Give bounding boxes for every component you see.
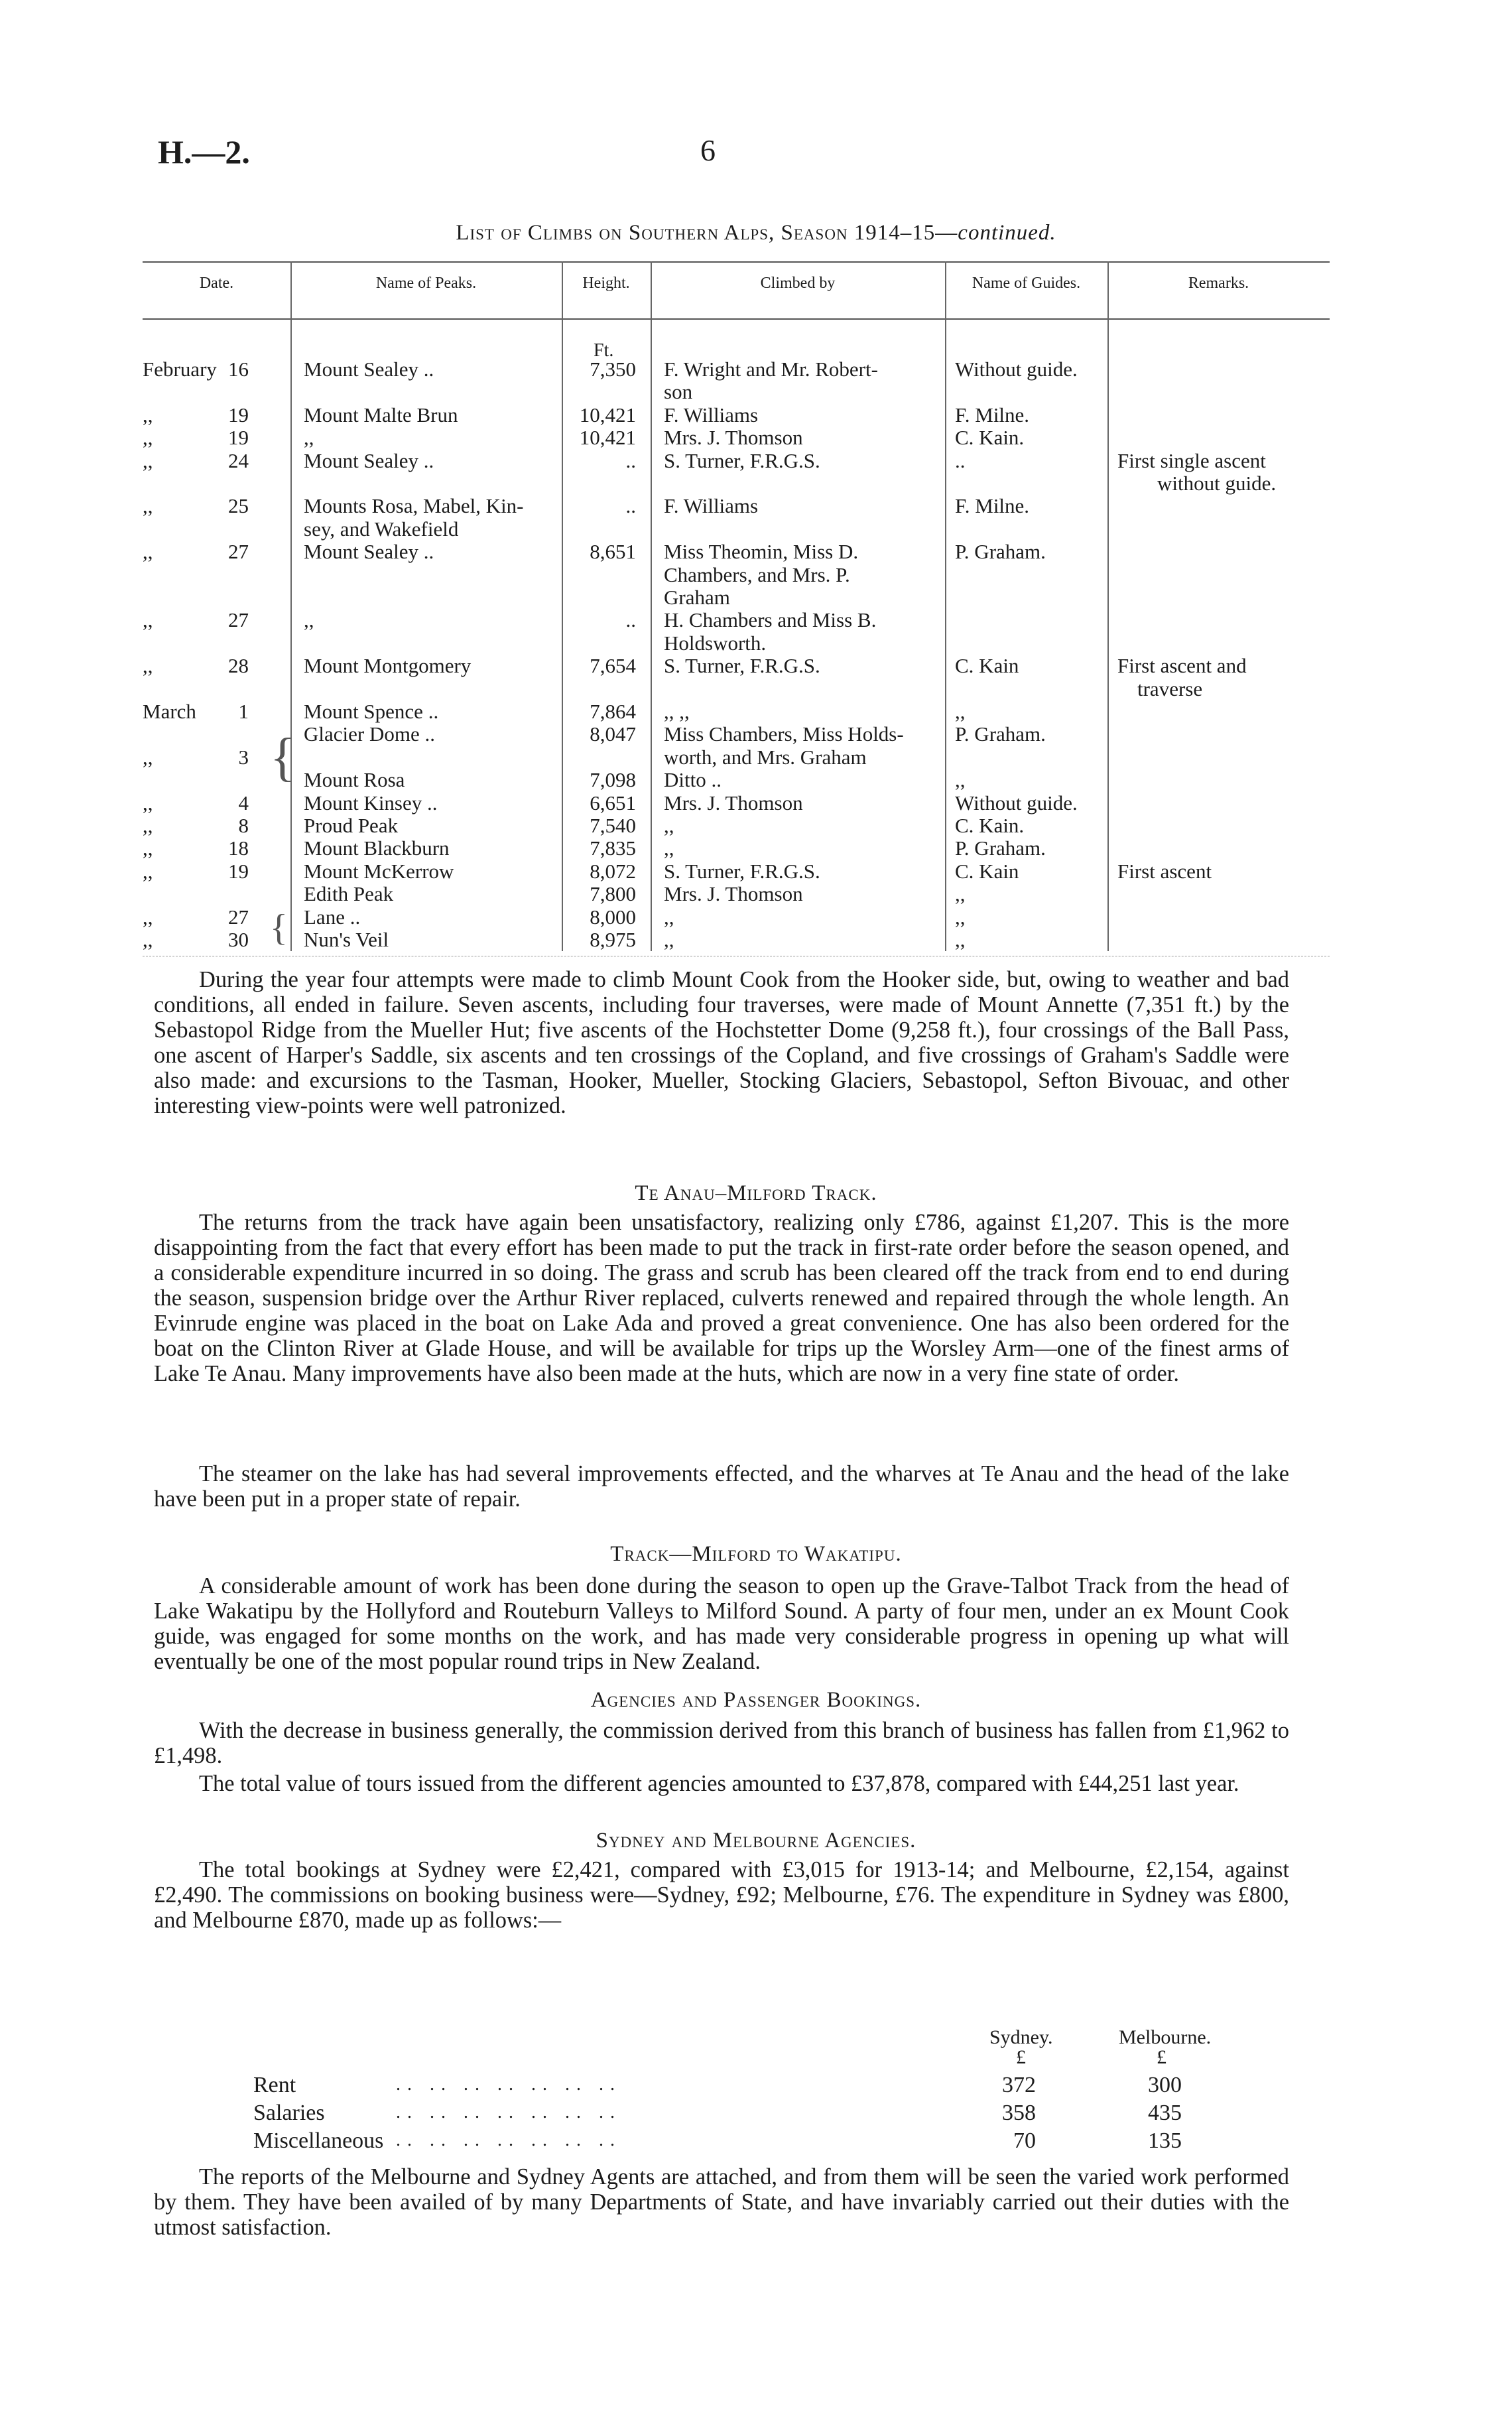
row-peak: Mount Sealey .. [304, 358, 434, 381]
exp-item-label: Miscellaneous [253, 2128, 384, 2153]
exp-item-label: Rent [253, 2073, 296, 2097]
row-guide: ,, [955, 905, 966, 929]
row-guide: ,, [955, 928, 966, 951]
exp-value-melbourne: 300 [1148, 2073, 1182, 2097]
row-day: 25 [228, 494, 249, 518]
row-height: 7,540 [590, 814, 636, 837]
row-peak: Mount Sealey .. [304, 448, 434, 472]
row-day: 28 [228, 654, 249, 678]
table-row [143, 883, 1330, 905]
row-guide: P. Graham. [955, 836, 1046, 860]
row-remarks: First ascent and [1117, 654, 1247, 678]
row-climbed-by: Mrs. J. Thomson [664, 791, 803, 815]
row-day: 18 [228, 836, 249, 860]
row-height: 8,651 [590, 540, 636, 564]
row-guide: Without guide. [955, 791, 1078, 815]
row-peak: Mount Malte Brun [304, 403, 458, 426]
row-climbed-by: Mrs. J. Thomson [664, 882, 803, 906]
exp-col-sydney: Sydney. [989, 2026, 1053, 2048]
row-day: 4 [238, 791, 249, 815]
table-row [143, 472, 1330, 495]
row-month: March [143, 700, 196, 723]
table-caption [0, 221, 1512, 245]
row-peak: Nun's Veil [304, 928, 389, 951]
exp-value-melbourne: 435 [1148, 2101, 1182, 2125]
table-row [143, 541, 1330, 563]
table-row [143, 632, 1330, 655]
row-height: 10,421 [579, 426, 636, 450]
row-climbed-by: H. Chambers and Miss B. [664, 608, 877, 632]
expenditure-table [154, 2026, 1289, 2152]
col-header-remarks: Remarks. [1188, 275, 1249, 292]
heading-sydney-melbourne: Sydney and Melbourne Agencies. [596, 1829, 916, 1853]
exp-value-sydney: 372 [1002, 2073, 1036, 2097]
paragraph-bookings: The total bookings at Sydney were £2,421, compared with £3,015 for 1913-14; and Melbourne, £2,154, against £2,490. The commissions on booking business were—Sydney, £92; Melbourne, £76. The expenditure in Sydney was £800, and Melbourne £870, made up as follows:— [154, 1857, 1289, 1933]
dot-leader: .. .. .. .. .. .. .. [396, 2102, 621, 2122]
table-row [143, 586, 1330, 609]
row-height: 7,654 [590, 654, 636, 678]
row-guide: C. Kain [955, 654, 1019, 678]
row-height: .. [625, 448, 636, 472]
row-month: ,, [143, 403, 153, 426]
exp-value-sydney: 70 [1013, 2128, 1036, 2153]
row-climbed-by: Ditto .. [664, 768, 722, 792]
col-header-peak: Name of Peaks. [375, 275, 477, 292]
table-row [143, 655, 1330, 677]
row-climbed-by: worth, and Mrs. Graham [664, 745, 867, 769]
row-peak: Mount Rosa [304, 768, 405, 792]
table-row [143, 815, 1330, 837]
col-header-date: Date. [199, 275, 234, 292]
table-row [143, 723, 1330, 746]
row-peak: Mounts Rosa, Mabel, Kin- [304, 494, 524, 518]
row-peak: Glacier Dome .. [304, 722, 435, 746]
row-climbed-by: ,, ,, [664, 700, 690, 723]
row-guide: F. Milne. [955, 494, 1030, 518]
table-row [143, 426, 1330, 449]
paragraph-mount-cook: During the year four attempts were made to climb Mount Cook from the Hooker side, but, owing to weather and bad conditions, all ended in failure. Seven ascents, including four traverses, were made of Mount Annette (7,351 ft.) by the Sebastopol Ridge from the Mueller Hut; five ascents of the Hochstetter Dome (9,258 ft.), four crossings of the Ball Pass, one ascent of Harper's Saddle, six ascents and ten crossings of the Copland, and five crossings of Graham's Saddle were also made: and excursions to the Tasman, Hooker, Mueller, Stocking Glaciers, Sebastopol, Sefton Bivouac, and other interesting view-points were well patronized. [154, 967, 1289, 1118]
table-top-rule [143, 261, 1330, 263]
row-climbed-by: ,, [664, 814, 674, 837]
paragraph-tours-value: The total value of tours issued from the different agencies amounted to £37,878, compared with £44,251 last year. [199, 1771, 1239, 1796]
page-number: 6 [700, 133, 716, 167]
row-height: .. [625, 608, 636, 632]
row-peak: sey, and Wakefield [304, 517, 459, 541]
row-height: 6,651 [590, 791, 636, 815]
row-month: ,, [143, 859, 153, 883]
row-guide: C. Kain. [955, 426, 1025, 450]
table-row [143, 518, 1330, 541]
col-header-height: Height. [582, 275, 630, 292]
row-climbed-by: S. Turner, F.R.G.S. [664, 448, 820, 472]
row-peak: ,, [304, 608, 314, 632]
row-height: 7,835 [590, 836, 636, 860]
row-month: ,, [143, 426, 153, 450]
row-climbed-by: ,, [664, 928, 674, 951]
exp-col-melbourne: Melbourne. [1119, 2026, 1212, 2048]
row-day: 24 [228, 448, 249, 472]
row-peak: Mount Kinsey .. [304, 791, 438, 815]
row-climbed-by: F. Williams [664, 403, 759, 426]
row-day: 8 [238, 814, 249, 837]
row-month: ,, [143, 494, 153, 518]
row-height: 8,047 [590, 722, 636, 746]
row-height: 8,000 [590, 905, 636, 929]
row-climbed-by: Graham [664, 586, 730, 609]
row-month: ,, [143, 654, 153, 678]
row-day: 1 [238, 700, 249, 723]
row-climbed-by: Mrs. J. Thomson [664, 426, 803, 450]
paragraph-grave-talbot: A considerable amount of work has been done during the season to open up the Grave-Talbot Track from the head of Lake Wakatipu by the Hollyford and Routeburn Valleys to Milford Sound. A party of four men, under an ex Mount Cook guide, was engaged for some months on the work, and has made very considerable progress in opening up what will eventually be one of the most popular round trips in New Zealand. [154, 1573, 1289, 1674]
row-height: .. [625, 494, 636, 518]
table-row [143, 609, 1330, 631]
paragraph-commission: With the decrease in business generally, the commission derived from this branch of business has fallen from £1,962 to £1,498. [154, 1718, 1289, 1768]
climbs-table [143, 261, 1330, 958]
row-peak: Mount Blackburn [304, 836, 450, 860]
table-row [143, 746, 1330, 769]
row-climbed-by: F. Williams [664, 494, 759, 518]
row-guide: P. Graham. [955, 722, 1046, 746]
table-row [143, 769, 1330, 791]
row-peak: Mount Montgomery [304, 654, 472, 678]
row-month: ,, [143, 745, 153, 769]
row-height: 10,421 [579, 403, 636, 426]
heading-agencies: Agencies and Passenger Bookings. [590, 1688, 922, 1712]
row-guide: F. Milne. [955, 403, 1030, 426]
row-guide: P. Graham. [955, 540, 1046, 564]
row-month: ,, [143, 540, 153, 564]
row-month: ,, [143, 814, 153, 837]
exp-unit-melbourne: £ [1157, 2046, 1166, 2068]
heading-milford-wakatipu: Track—Milford to Wakatipu. [610, 1542, 902, 1566]
row-peak: Mount McKerrow [304, 859, 454, 883]
table-row [143, 700, 1330, 723]
row-climbed-by: Miss Theomin, Miss D. [664, 540, 859, 564]
row-guide: Without guide. [955, 358, 1078, 381]
row-peak: Edith Peak [304, 882, 394, 906]
row-month: February [143, 358, 217, 381]
row-day: 27 [228, 540, 249, 564]
dot-leader: .. .. .. .. .. .. .. [396, 2130, 621, 2150]
table-row [143, 564, 1330, 586]
table-row [143, 495, 1330, 517]
col-header-guides: Name of Guides. [972, 275, 1081, 292]
row-climbed-by: son [664, 380, 693, 404]
row-remarks: First ascent [1117, 859, 1212, 883]
row-day: 19 [228, 426, 249, 450]
table-row [143, 678, 1330, 700]
row-climbed-by: F. Wright and Mr. Robert- [664, 358, 878, 381]
row-peak: Lane .. [304, 905, 361, 929]
table-row [143, 450, 1330, 472]
row-month: ,, [143, 448, 153, 472]
table-row [143, 906, 1330, 929]
row-climbed-by: ,, [664, 836, 674, 860]
row-day: 19 [228, 859, 249, 883]
row-peak: Mount Spence .. [304, 700, 439, 723]
table-row [143, 358, 1330, 381]
col-header-climbed-by: Climbed by [760, 275, 836, 292]
row-day: 3 [238, 745, 249, 769]
paragraph-track-returns: The returns from the track have again been unsatisfactory, realizing only £786, against £1,207. This is the more disappointing from the fact that every effort has been made to put the track in first-rate order before the season opened, and a considerable expenditure incurred in so doing. The grass and scrub has been cleared off the track from end to end during the season, suspension bridge over the Arthur River replaced, culverts renewed and repaired through the whole length. An Evinrude engine was placed in the boat on Lake Ada and proved a great convenience. One has also been ordered for the boat on the Clinton River at Glade House, and will be available for trips up the Worsley Arm—one of the finest arms of Lake Te Anau. Many improvements have also been made at the huts, which are now in a very fine state of order. [154, 1210, 1289, 1386]
row-guide: ,, [955, 700, 966, 723]
table-row [143, 404, 1330, 426]
row-month: ,, [143, 836, 153, 860]
row-remarks: traverse [1137, 677, 1203, 700]
exp-value-sydney: 358 [1002, 2101, 1036, 2125]
heading-te-anau-milford: Te Anau–Milford Track. [635, 1181, 877, 1205]
table-row [143, 381, 1330, 403]
dot-leader: .. .. .. .. .. .. .. [396, 2074, 621, 2095]
exp-item-label: Salaries [253, 2101, 325, 2125]
row-climbed-by: Chambers, and Mrs. P. [664, 562, 850, 586]
table-header-rule [143, 318, 1330, 320]
row-day: 27 [228, 608, 249, 632]
row-climbed-by: Miss Chambers, Miss Holds- [664, 722, 904, 746]
row-guide: C. Kain. [955, 814, 1025, 837]
row-height: 8,975 [590, 928, 636, 951]
row-peak: ,, [304, 426, 314, 450]
row-day: 19 [228, 403, 249, 426]
row-day: 16 [228, 358, 249, 381]
row-height: 7,098 [590, 768, 636, 792]
row-guide: ,, [955, 882, 966, 906]
row-climbed-by: ,, [664, 905, 674, 929]
table-row [143, 860, 1330, 883]
row-day: 27 [228, 905, 249, 929]
row-climbed-by: S. Turner, F.R.G.S. [664, 859, 820, 883]
row-guide: C. Kain [955, 859, 1019, 883]
row-month: ,, [143, 905, 153, 929]
table-row [143, 837, 1330, 860]
row-remarks: First single ascent [1117, 448, 1266, 472]
row-peak: Proud Peak [304, 814, 399, 837]
row-climbed-by: Holdsworth. [664, 631, 767, 655]
exp-unit-sydney: £ [1016, 2046, 1026, 2068]
row-remarks: without guide. [1157, 472, 1277, 495]
row-guide: ,, [955, 768, 966, 792]
row-month: ,, [143, 791, 153, 815]
brace-glyph: { [270, 728, 296, 787]
row-height: 7,350 [590, 358, 636, 381]
row-climbed-by: S. Turner, F.R.G.S. [664, 654, 820, 678]
caption-title: List of Climbs on Southern Alps, Season 1914–15— [456, 221, 958, 245]
row-day: 30 [228, 928, 249, 951]
paragraph-agents-reports: The reports of the Melbourne and Sydney Agents are attached, and from them will be seen the varied work performed by them. They have been availed of by many Departments of State, and have invariably carried out their duties with the utmost satisfaction. [154, 2164, 1289, 2240]
row-height: 7,864 [590, 700, 636, 723]
row-guide: .. [955, 448, 966, 472]
exp-value-melbourne: 135 [1148, 2128, 1182, 2153]
paragraph-steamer: The steamer on the lake has had several improvements effected, and the wharves at Te Anau and the head of the lake have been put in a proper state of repair. [154, 1461, 1289, 1512]
row-month: ,, [143, 928, 153, 951]
brace-glyph: { [270, 907, 288, 948]
report-reference: H.—2. [158, 133, 250, 170]
table-row [143, 929, 1330, 951]
table-row [143, 792, 1330, 815]
caption-continued: continued. [958, 221, 1056, 245]
row-month: ,, [143, 608, 153, 632]
row-height: 8,072 [590, 859, 636, 883]
row-height: 7,800 [590, 882, 636, 906]
height-unit: Ft. [594, 340, 614, 361]
row-peak: Mount Sealey .. [304, 540, 434, 564]
